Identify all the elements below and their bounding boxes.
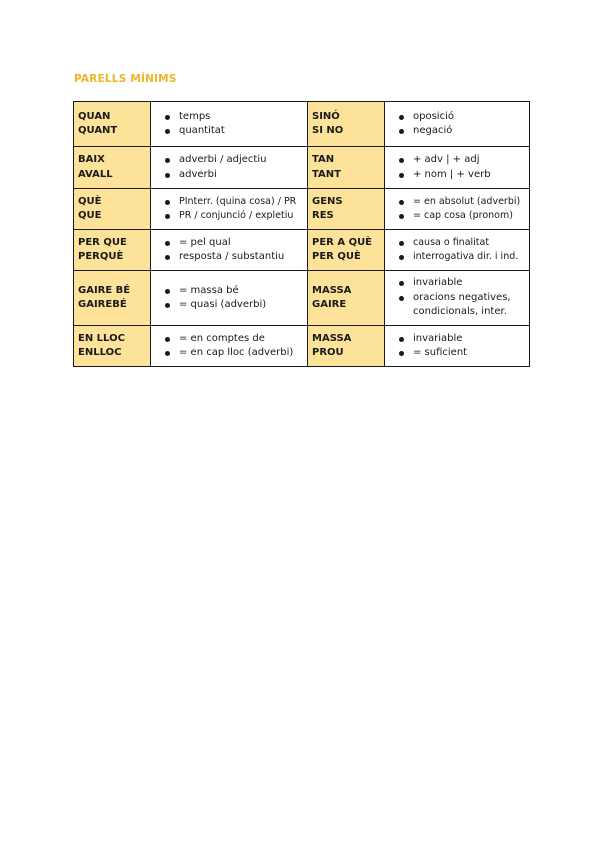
pair-word: PER A QUÈ (312, 236, 373, 248)
definition-item: = massa bé (179, 284, 303, 299)
pair-word: MASSA (312, 284, 352, 296)
table-row (74, 189, 530, 230)
page-title: PARELLS MÍNIMS (74, 73, 177, 85)
pair-key-cell (74, 189, 151, 230)
pair-word: MASSA (312, 332, 352, 344)
pair-definition-cell (151, 147, 308, 189)
pair-definition-cell (385, 271, 530, 326)
table-row (74, 102, 530, 147)
definition-item: adverbi / adjectiu (179, 153, 303, 168)
pair-key-cell (74, 271, 151, 326)
pair-word: SI NO (312, 125, 344, 136)
pair-key-cell (74, 326, 151, 367)
definition-item: PR / conjunció / expletiu (179, 209, 303, 224)
pair-word: GAIREBÉ (78, 299, 127, 310)
definition-item: invariable (413, 276, 525, 291)
table-row (74, 147, 530, 189)
pair-key-cell (308, 189, 385, 230)
definition-item: negació (413, 124, 525, 139)
pair-word: PROU (312, 347, 344, 358)
pair-word: QUANT (78, 125, 118, 136)
pair-key-cell (74, 102, 151, 147)
pair-definition-cell (385, 230, 530, 271)
definition-item: resposta / substantiu (179, 250, 303, 265)
pair-definition-cell (151, 230, 308, 271)
pair-key-cell (308, 230, 385, 271)
definition-item: = en comptes de (179, 332, 303, 347)
definition-item: temps (179, 110, 303, 125)
pair-key-cell (74, 230, 151, 271)
table-row (74, 230, 530, 271)
pair-definition-cell (385, 102, 530, 147)
definition-item: quantitat (179, 124, 303, 139)
table-row (74, 271, 530, 326)
definition-item: + nom | + verb (413, 168, 525, 183)
pair-definition-cell (151, 326, 308, 367)
pair-key-cell (308, 147, 385, 189)
definition-item: = suficient (413, 346, 525, 361)
definition-item: interrogativa dir. i ind. (413, 250, 525, 265)
pair-word: RES (312, 210, 334, 221)
pair-key-cell (308, 326, 385, 367)
definition-item: = pel qual (179, 236, 303, 251)
definition-item: adverbi (179, 168, 303, 183)
minimal-pairs-table (73, 101, 530, 367)
pair-word: PER QUÈ (312, 251, 361, 262)
pair-word: QUÈ (78, 195, 102, 207)
pair-definition-cell (385, 189, 530, 230)
pair-word: QUAN (78, 110, 111, 122)
definition-item: oracions negatives, condicionals, inter. (413, 291, 525, 320)
pair-word: TAN (312, 154, 335, 165)
definition-item: = quasi (adverbi) (179, 298, 303, 313)
definition-item: = cap cosa (pronom) (413, 209, 525, 224)
pair-word: QUE (78, 210, 102, 221)
definition-item: oposició (413, 110, 525, 125)
pair-key-cell (308, 271, 385, 326)
pair-word: GAIRE BÉ (78, 284, 131, 296)
definition-item: = en cap lloc (adverbi) (179, 346, 303, 361)
pair-key-cell (74, 147, 151, 189)
pair-word: SINÓ (312, 110, 340, 122)
table-row (74, 326, 530, 367)
pair-word: ENLLOC (78, 347, 122, 358)
definition-item: + adv | + adj (413, 153, 525, 168)
pair-key-cell (308, 102, 385, 147)
pair-word: PERQUÈ (78, 251, 124, 262)
pair-word: GAIRE (312, 299, 347, 310)
definition-item: invariable (413, 332, 525, 347)
pair-word: AVALL (78, 168, 113, 180)
pair-word: PER QUE (78, 236, 127, 248)
definition-item: causa o finalitat (413, 236, 525, 251)
pair-definition-cell (151, 189, 308, 230)
pair-definition-cell (151, 102, 308, 147)
definition-item: PInterr. (quina cosa) / PR (179, 195, 303, 210)
pair-definition-cell (385, 147, 530, 189)
pair-definition-cell (151, 271, 308, 326)
pair-definition-cell (385, 326, 530, 367)
pair-word: GENS (312, 195, 343, 207)
definition-item: = en absolut (adverbi) (413, 195, 525, 210)
pair-word: TANT (312, 168, 341, 180)
pair-word: EN LLOC (78, 332, 125, 344)
pair-word: BAIX (78, 154, 105, 165)
